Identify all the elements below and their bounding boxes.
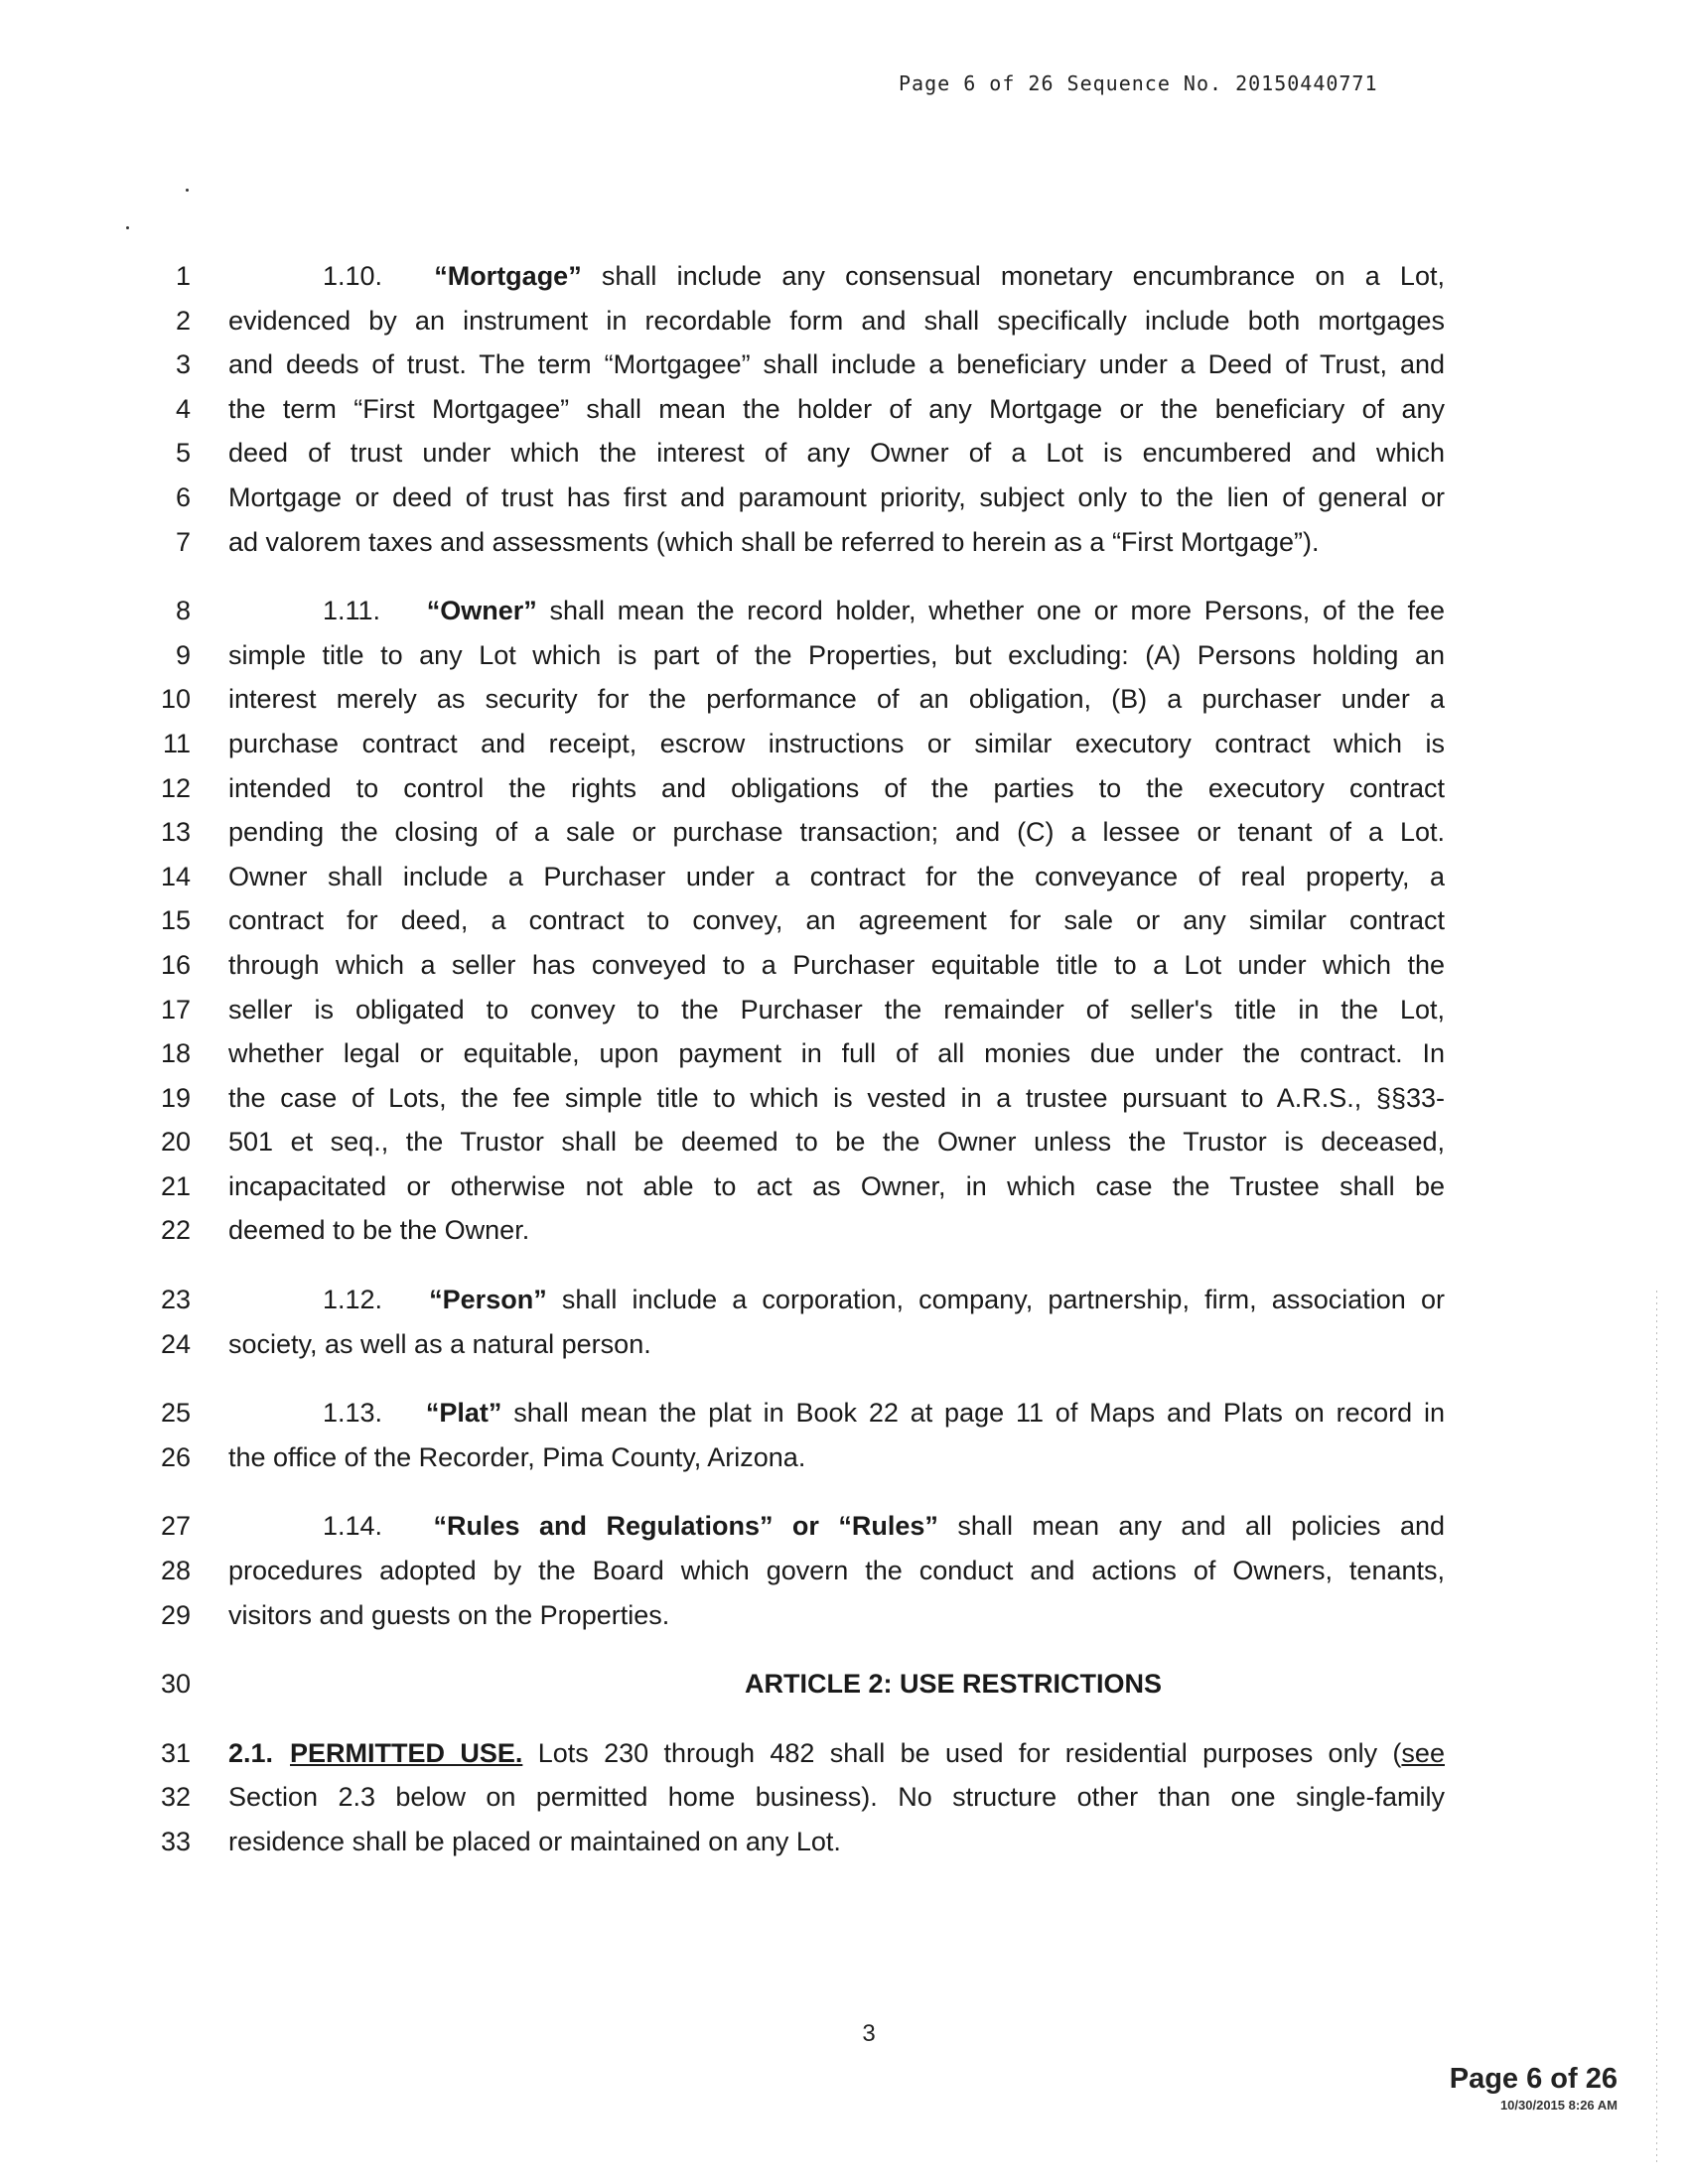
stamp-datetime: 10/30/2015 8:26 AM: [1499, 2098, 1618, 2113]
line-text: incapacitated or otherwise not able to act as Owner, in which case the Trustee shall be: [228, 1170, 1445, 1201]
document-body: [149, 254, 1450, 1864]
numbered-line: [149, 766, 1450, 811]
line-number: 5: [175, 438, 191, 469]
section-1-11: [149, 589, 1450, 1253]
numbered-line: [149, 254, 1450, 299]
article-heading-line: [149, 1662, 1450, 1706]
numbered-line: [149, 1435, 1450, 1480]
line-number: 18: [160, 1038, 191, 1069]
line-number: 8: [175, 596, 191, 626]
section-1-12: [149, 1278, 1450, 1366]
see-reference-link[interactable]: see: [1401, 1737, 1445, 1768]
numbered-line: [149, 431, 1450, 476]
section-number: 1.12.: [323, 1285, 383, 1315]
section-number: 1.11.: [323, 596, 381, 626]
numbered-line: [149, 387, 1450, 432]
section-number: 2.1.: [228, 1737, 274, 1768]
section-1-13: [149, 1391, 1450, 1479]
line-text: interest merely as security for the performance of an obligation, (B) a purchaser under a: [228, 684, 1445, 715]
line-number: 23: [160, 1285, 191, 1315]
numbered-line: [149, 476, 1450, 520]
line-text: 501 et seq., the Trustor shall be deemed to be the Owner unless the Trustor is deceased,: [228, 1127, 1445, 1158]
line-number: 24: [160, 1328, 191, 1359]
numbered-line: [149, 855, 1450, 899]
line-number: 21: [160, 1170, 191, 1201]
numbered-line: [149, 810, 1450, 855]
numbered-line: [149, 722, 1450, 766]
numbered-line: [149, 1031, 1450, 1076]
line-text: ad valorem taxes and assessments (which shall be referred to herein as a “First Mortgage”).: [228, 526, 1320, 557]
numbered-line: [149, 299, 1450, 343]
page-sequence-header: Page 6 of 26 Sequence No. 20150440771: [899, 71, 1378, 95]
scan-edge-line: [1656, 1291, 1657, 2164]
page-number: 3: [862, 2020, 876, 2047]
line-text: through which a seller has conveyed to a Purchaser equitable title to a Lot under which the: [228, 949, 1445, 980]
section-2-1: [149, 1731, 1450, 1864]
defined-term: “Owner”: [426, 596, 537, 626]
numbered-line: [149, 943, 1450, 988]
section-number: 1.10.: [323, 261, 383, 291]
numbered-line: [149, 1391, 1450, 1435]
line-number: 14: [160, 861, 191, 891]
line-text: pending the closing of a sale or purchase transaction; and (C) a lessee or tenant of a Lot.: [228, 817, 1445, 848]
line-number: 13: [160, 817, 191, 848]
numbered-line: [149, 677, 1450, 722]
line-number: 32: [160, 1782, 191, 1813]
line-number: 11: [162, 728, 191, 758]
numbered-line: [149, 1593, 1450, 1638]
line-text: deemed to be the Owner.: [228, 1215, 530, 1246]
line-number: 15: [160, 905, 191, 936]
line-text: Mortgage or deed of trust has first and paramount priority, subject only to the lien of general or: [228, 481, 1445, 512]
line-text: and deeds of trust. The term “Mortgagee” shall include a beneficiary under a Deed of Trust, and: [228, 349, 1445, 380]
section-number: 1.14.: [323, 1511, 383, 1542]
line-number: 30: [160, 1669, 191, 1700]
section-number: 1.13.: [323, 1398, 383, 1429]
line-number: 22: [160, 1215, 191, 1246]
line-number: 31: [160, 1737, 191, 1768]
line-number: 9: [175, 639, 191, 670]
line-text: residence shall be placed or maintained on any Lot.: [228, 1827, 841, 1856]
section-heading: PERMITTED USE.: [290, 1737, 523, 1768]
line-text: 1.10. “Mortgage” shall include any consensual monetary encumbrance on a Lot,: [228, 254, 1445, 299]
defined-term: “Plat”: [425, 1398, 502, 1429]
numbered-line: [149, 1731, 1450, 1776]
line-number: 29: [160, 1599, 191, 1630]
scan-speck: [126, 226, 129, 229]
line-text: evidenced by an instrument in recordable form and shall specifically include both mortgages: [228, 305, 1445, 336]
numbered-line: [149, 1076, 1450, 1121]
numbered-line: [149, 1549, 1450, 1593]
line-text: simple title to any Lot which is part of the Properties, but excluding: (A) Persons holding an: [228, 639, 1445, 670]
line-text: purchase contract and receipt, escrow instructions or similar executory contract which is: [228, 728, 1445, 758]
line-number: 1: [175, 261, 191, 291]
line-text: whether legal or equitable, upon payment in full of all monies due under the contract. In: [228, 1038, 1445, 1069]
line-number: 25: [160, 1398, 191, 1429]
numbered-line: [149, 1504, 1450, 1549]
line-text: seller is obligated to convey to the Purchaser the remainder of seller's title in the Lot,: [228, 994, 1445, 1024]
numbered-line: [149, 988, 1450, 1032]
line-number: 27: [160, 1511, 191, 1542]
defined-term: “Rules and Regulations” or “Rules”: [433, 1511, 938, 1542]
line-text: 1.11. “Owner” shall mean the record holder, whether one or more Persons, of the fee: [228, 589, 1445, 633]
numbered-line: [149, 633, 1450, 678]
line-number: 10: [160, 684, 191, 715]
defined-term: “Person”: [429, 1285, 547, 1315]
numbered-line: [149, 589, 1450, 633]
line-number: 4: [175, 393, 191, 424]
numbered-line: [149, 342, 1450, 387]
line-text: intended to control the rights and obligations of the parties to the executory contract: [228, 772, 1445, 803]
line-text: contract for deed, a contract to convey, an agreement for sale or any similar contract: [228, 905, 1445, 936]
section-1-10: [149, 254, 1450, 564]
numbered-line: [149, 1164, 1450, 1209]
article-title: ARTICLE 2: USE RESTRICTIONS: [744, 1669, 1163, 1700]
line-text: 2.1. PERMITTED USE. Lots 230 through 482 shall be used for residential purposes only (see: [228, 1731, 1445, 1776]
line-text: visitors and guests on the Properties.: [228, 1599, 670, 1630]
line-text: Section 2.3 below on permitted home business). No structure other than one single-family: [228, 1782, 1445, 1813]
line-number: 20: [160, 1127, 191, 1158]
line-text: Owner shall include a Purchaser under a contract for the conveyance of real property, a: [228, 861, 1445, 891]
numbered-line: [149, 1775, 1450, 1820]
line-number: 16: [160, 949, 191, 980]
numbered-line: [149, 1278, 1450, 1322]
numbered-line: [149, 1820, 1450, 1864]
line-text: 1.13. “Plat” shall mean the plat in Book 22 at page 11 of Maps and Plats on record in: [228, 1391, 1445, 1435]
line-number: 12: [160, 772, 191, 803]
line-number: 3: [175, 349, 191, 380]
defined-term: “Mortgage”: [434, 261, 582, 291]
numbered-line: [149, 1208, 1450, 1253]
line-text: the office of the Recorder, Pima County, Arizona.: [228, 1441, 806, 1472]
line-text: society, as well as a natural person.: [228, 1328, 651, 1359]
line-number: 19: [160, 1082, 191, 1113]
line-number: 6: [175, 481, 191, 512]
section-1-14: [149, 1504, 1450, 1637]
line-text: procedures adopted by the Board which govern the conduct and actions of Owners, tenants,: [228, 1556, 1445, 1586]
stamp-page-count: Page 6 of 26: [1449, 2063, 1618, 2095]
line-number: 26: [160, 1441, 191, 1472]
numbered-line: [149, 1322, 1450, 1367]
numbered-line: [149, 898, 1450, 943]
line-number: 2: [175, 305, 191, 336]
line-text: 1.12. “Person” shall include a corporation, company, partnership, firm, association or: [228, 1278, 1445, 1322]
scan-speck: [186, 189, 189, 192]
line-text: the term “First Mortgagee” shall mean the holder of any Mortgage or the beneficiary of any: [228, 393, 1445, 424]
line-number: 17: [160, 994, 191, 1024]
line-text: deed of trust under which the interest of any Owner of a Lot is encumbered and which: [228, 438, 1445, 469]
line-number: 7: [175, 526, 191, 557]
numbered-line: [149, 520, 1450, 565]
line-number: 28: [160, 1556, 191, 1586]
numbered-line: [149, 1120, 1450, 1164]
recorder-stamp: [1450, 2063, 1618, 2113]
line-text: 1.14. “Rules and Regulations” or “Rules” shall mean any and all policies and: [228, 1504, 1445, 1549]
line-text: the case of Lots, the fee simple title to which is vested in a trustee pursuant to A.R.S., §§33-: [228, 1082, 1445, 1113]
line-number: 33: [160, 1827, 191, 1856]
